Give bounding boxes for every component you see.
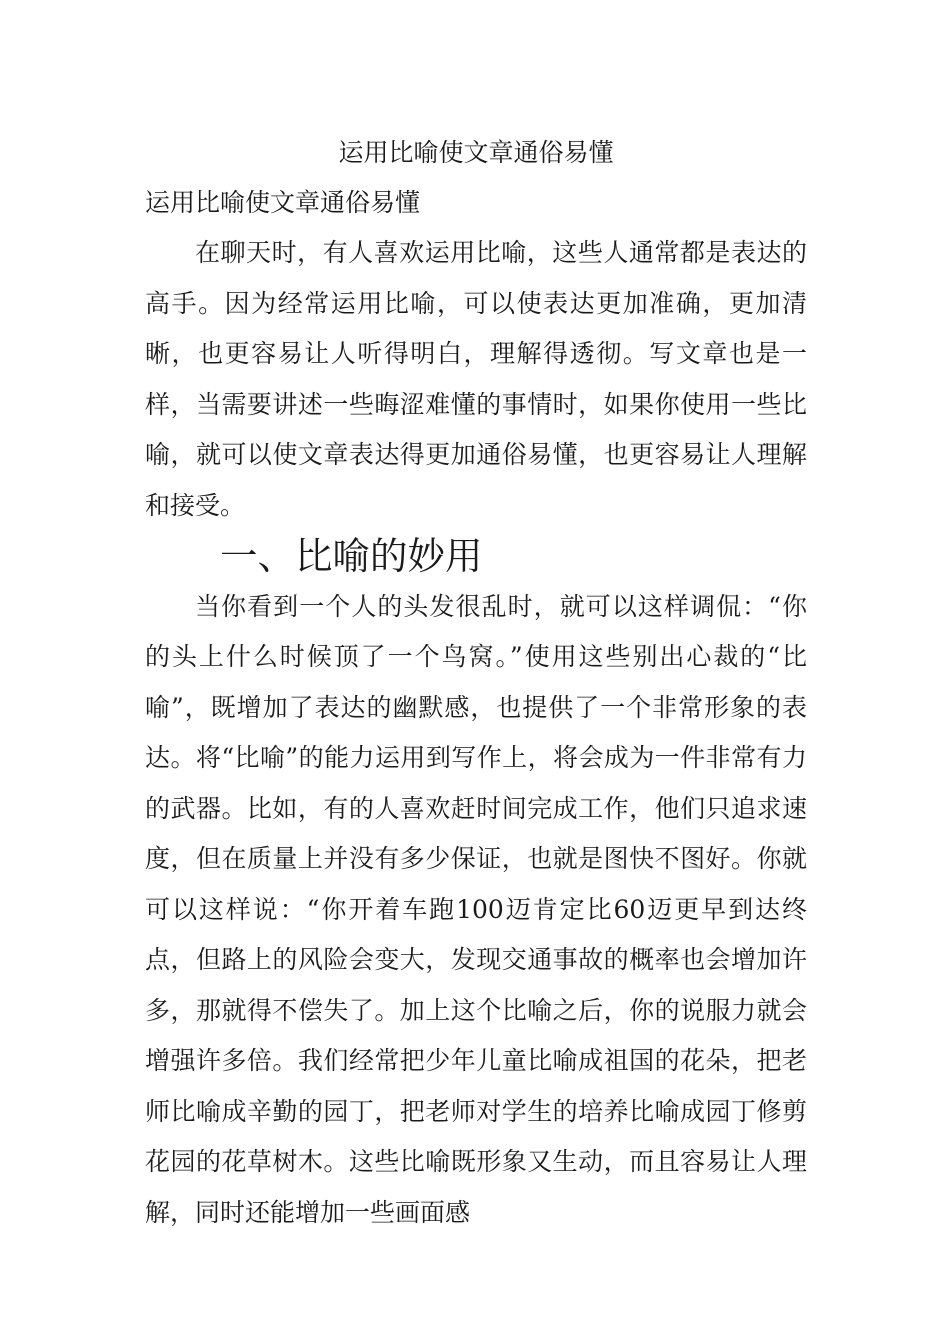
document-page: [145, 128, 807, 1238]
section-heading: 一、比喻的妙用: [220, 534, 483, 578]
document-subtitle: 运用比喻使文章通俗易懂: [145, 188, 421, 217]
document-title: 运用比喻使文章通俗易懂: [338, 138, 614, 167]
section-paragraph: 当你看到一个人的头发很乱时，就可以这样调侃：“你的头上什么时候顶了一个鸟窝。”使用这些别出心裁的“比喻”，既增加了表达的幽默感，也提供了一个非常形象的表达。将“比喻”的能力运用到写作上，将会成为一件非常有力的武器。比如，有的人喜欢赶时间完成工作，他们只追求速度，但在质量上并没有多少保证，也就是图快不图好。你就可以这样说：“你开着车跑100迈肯定比60迈更早到达终点，但路上的风险会变大，发现交通事故的概率也会增加许多，那就得不偿失了。加上这个比喻之后，你的说服力就会增强许多倍。我们经常把少年儿童比喻成祖国的花朵，把老师比喻成辛勤的园丁，把老师对学生的培养比喻成园丁修剪花园的花草树木。这些比喻既形象又生动，而且容易让人理解，同时还能增加一些画面感: [145, 591, 807, 1227]
intro-paragraph: 在聊天时，有人喜欢运用比喻，这些人通常都是表达的高手。因为经常运用比喻，可以使表达更加准确，更加清晰，也更容易让人听得明白，理解得透彻。写文章也是一样，当需要讲述一些晦涩难懂的事情时，如果你使用一些比喻，就可以使文章表达得更加通俗易懂，也更容易让人理解和接受。: [145, 238, 807, 520]
